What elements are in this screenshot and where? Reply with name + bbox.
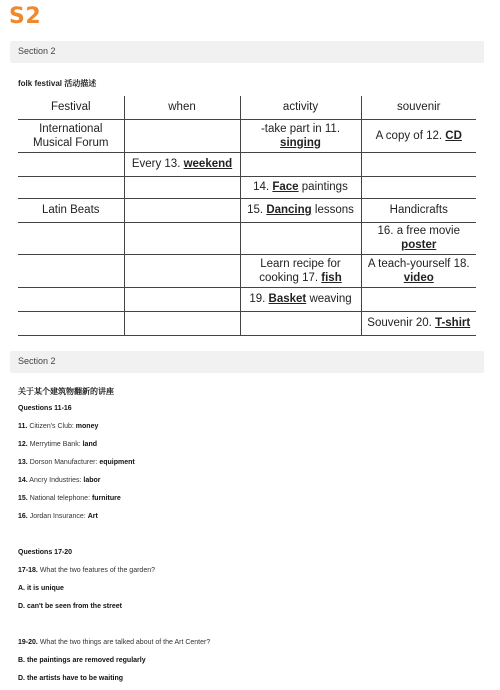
activity-cell xyxy=(240,176,361,198)
when-cell xyxy=(124,222,240,254)
festival-cell xyxy=(18,311,124,335)
festival-cell: Latin Beats xyxy=(18,198,124,222)
table-row xyxy=(18,311,476,335)
souvenir-text: A copy of 12. xyxy=(375,129,443,142)
activity-text: 14. xyxy=(253,181,270,193)
when-cell xyxy=(124,198,240,222)
table-row xyxy=(18,287,476,311)
festival-cell xyxy=(18,152,124,176)
festival-cell xyxy=(18,176,124,198)
q-text: Ancry Industries: xyxy=(29,477,82,484)
souvenir-cell xyxy=(361,119,476,152)
question-line xyxy=(18,639,210,646)
festival-cell: International Musical Forum xyxy=(18,119,124,152)
s2-logo: S2 xyxy=(9,4,42,29)
festival-cell xyxy=(18,254,124,287)
header-activity: activity xyxy=(240,96,361,119)
when-cell xyxy=(124,176,240,198)
activity-cell xyxy=(240,254,361,287)
souvenir-cell xyxy=(361,311,476,335)
answer-13: weekend xyxy=(183,158,233,170)
table-row xyxy=(18,254,476,287)
question-line xyxy=(18,567,155,574)
table-header-row xyxy=(18,96,476,119)
souvenir-cell xyxy=(361,222,476,254)
souvenir-text: 16. a free movie xyxy=(377,225,460,237)
activity-cell xyxy=(240,311,361,335)
table-row xyxy=(18,119,476,152)
activity-text: -take part in 11. xyxy=(260,122,341,135)
q-num: 19-20. xyxy=(18,639,38,646)
q-num: 17-18. xyxy=(18,567,38,574)
table-row xyxy=(18,176,476,198)
when-cell xyxy=(124,152,240,176)
activity-text: lessons xyxy=(314,204,354,216)
activity-cell xyxy=(240,222,361,254)
activity-cell xyxy=(240,287,361,311)
section-bar-1 xyxy=(10,41,484,63)
q-answer: D. can't be seen from the street xyxy=(18,603,122,610)
activity-cell xyxy=(240,198,361,222)
q-answer: B. the paintings are removed regularly xyxy=(18,657,146,664)
q-num: 16. xyxy=(18,513,28,520)
q-text: Citizen's Club: xyxy=(29,423,74,430)
answer-15: Dancing xyxy=(266,204,312,216)
q-num: 14. xyxy=(18,477,28,484)
q-answer: land xyxy=(82,441,97,448)
souvenir-cell xyxy=(361,287,476,311)
q-text: Dorson Manufacturer: xyxy=(29,459,98,466)
q-num: 15. xyxy=(18,495,28,502)
q-text: Merrytime Bank: xyxy=(29,441,81,448)
q-num: 12. xyxy=(18,441,28,448)
q-num: 13. xyxy=(18,459,28,466)
festival-cell xyxy=(18,222,124,254)
section-bar-label: Section 2 xyxy=(18,46,56,56)
header-souvenir: souvenir xyxy=(361,96,476,119)
section-bar-label: Section 2 xyxy=(18,356,56,366)
q-text: What the two things are talked about of the Art Center? xyxy=(39,639,211,646)
q-answer: money xyxy=(75,423,99,430)
section2-topic: 关于某个建筑物翻新的讲座 xyxy=(18,387,114,396)
answer-11: singing xyxy=(280,136,321,149)
q-answer: A. it is unique xyxy=(18,585,64,592)
table-row xyxy=(18,198,476,222)
activity-text: 15. xyxy=(247,204,264,216)
when-text: Every 13. xyxy=(131,158,181,170)
activity-cell xyxy=(240,119,361,152)
souvenir-cell xyxy=(361,152,476,176)
question-line xyxy=(18,423,98,430)
activity-cell xyxy=(240,152,361,176)
festival-cell xyxy=(18,287,124,311)
souvenir-cell: Handicrafts xyxy=(361,198,476,222)
questions-11-16-title: Questions 11-16 xyxy=(18,405,72,412)
activity-text: Learn recipe for cooking 17. xyxy=(259,257,341,284)
souvenir-text: A teach-yourself 18. xyxy=(367,257,470,270)
answer-12: CD xyxy=(445,129,462,142)
answer-14: Face xyxy=(272,181,299,193)
when-cell xyxy=(124,119,240,152)
activity-text: 19. xyxy=(249,293,266,305)
answer-19: Basket xyxy=(268,293,307,305)
q-text: Jordan Insurance: xyxy=(29,513,86,520)
section1-topic: folk festival 活动描述 xyxy=(18,79,97,88)
question-line xyxy=(18,459,135,466)
souvenir-text: Souvenir 20. xyxy=(367,317,432,329)
section-bar-2 xyxy=(10,351,484,373)
q-answer: furniture xyxy=(91,495,121,502)
header-festival: Festival xyxy=(18,96,124,119)
q-text: National telephone: xyxy=(29,495,91,502)
q-answer: Art xyxy=(87,513,98,520)
answer-18: video xyxy=(403,271,434,284)
answer-20: T-shirt xyxy=(435,317,471,329)
q-answer: labor xyxy=(83,477,101,484)
question-line xyxy=(18,477,101,484)
souvenir-cell xyxy=(361,176,476,198)
header-when: when xyxy=(124,96,240,119)
activity-text: weaving xyxy=(309,293,352,305)
table-row xyxy=(18,152,476,176)
q-text: What the two features of the garden? xyxy=(39,567,155,574)
when-cell xyxy=(124,254,240,287)
souvenir-cell xyxy=(361,254,476,287)
question-line xyxy=(18,513,98,520)
question-line xyxy=(18,441,97,448)
answer-16: poster xyxy=(401,239,437,251)
when-cell xyxy=(124,311,240,335)
table-row xyxy=(18,222,476,254)
questions-17-20-title: Questions 17-20 xyxy=(18,549,73,556)
question-line xyxy=(18,495,121,502)
q-num: 11. xyxy=(18,423,28,430)
q-answer: equipment xyxy=(99,459,135,466)
q-answer: D. the artists have to be waiting xyxy=(18,675,124,682)
when-cell xyxy=(124,287,240,311)
festival-table xyxy=(18,96,476,336)
answer-17: fish xyxy=(321,271,342,284)
activity-text: paintings xyxy=(301,181,348,193)
